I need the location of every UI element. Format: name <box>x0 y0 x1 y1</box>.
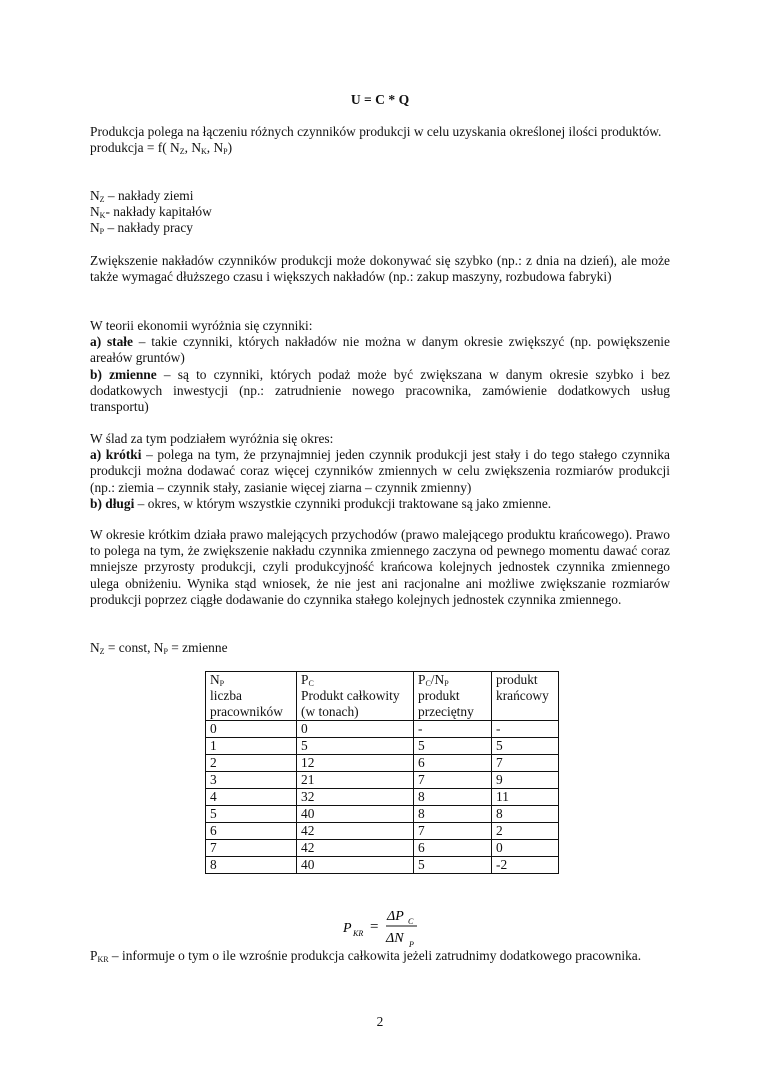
table-cell: 0 <box>206 721 297 738</box>
law-text: W okresie krótkim działa prawo malejących przychodów (prawo malejącego produktu krańcowego). Prawo to polega na tym, że zwiększenie nakładu czynnika zmiennego zaczyna od pewnego momentu dawać coraz mniejsze przyrosty produkcji, czyli produkcyjność krańcowa kolejnych jednostek czynnika zmiennego ulega obniżeniu. Wynika stąd wniosek, że nie jest ani racjonalne ani możliwe zwiększanie rozmiarów produkcji poprzez ciągłe dodawanie do czynnika stałego kolejnych jednostek czynnika zmiennego. <box>90 527 670 607</box>
formula-lhs-sub: KR <box>353 929 364 938</box>
header-average-product: $P_C/N_P$ produkt przeciętny <box>414 672 492 721</box>
formula-equals: = <box>370 919 379 935</box>
factor-fixed: a) stałe – takie czynniki, których nakładów nie można w danym okresie zwiększyć (np. powiększenie areałów gruntów) <box>90 334 670 366</box>
table-cell: -2 <box>492 857 559 874</box>
table-cell: 40 <box>297 857 414 874</box>
definitions-list <box>90 188 670 237</box>
table-row <box>206 806 559 823</box>
table-row <box>206 857 559 874</box>
table-cell: 5 <box>414 857 492 874</box>
production-formula: produkcja = f( $N_Z$, $N_K$, $N_P$) <box>90 140 233 157</box>
table-cell: 7 <box>414 772 492 789</box>
table-cell: 6 <box>414 755 492 772</box>
table-cell: 12 <box>297 755 414 772</box>
header-total-product: $P_C$ Produkt całkowity (w tonach) <box>297 672 414 721</box>
table-cell: 21 <box>297 772 414 789</box>
table-cell: - <box>492 721 559 738</box>
table-cell: 5 <box>414 738 492 755</box>
intro-text: Produkcja polega na łączeniu różnych czynników produkcji w celu uzyskania określonej ilości produktów. <box>90 124 662 139</box>
factors-section <box>90 318 670 415</box>
table-row <box>206 738 559 755</box>
periods-heading: W ślad za tym podziałem wyróżnia się okres: <box>90 431 334 446</box>
periods-section <box>90 431 670 512</box>
table-cell: 5 <box>492 738 559 755</box>
period-long: b) długi – okres, w którym wszystkie czynniki produkcji traktowane są jako zmienne. <box>90 495 552 511</box>
table-row <box>206 721 559 738</box>
table-cell: 8 <box>414 789 492 806</box>
period-short: a) krótki – polega na tym, że przynajmniej jeden czynnik produkcji jest stały i do tego stałego czynnika produkcji można dodawać coraz więcej czynników zmiennych w celu zwiększenia rozmiarów produkcji (np.: ziemia – czynnik stały, zasianie więcej ziarna – czynnik zmienny) <box>90 447 670 495</box>
definition-item: $N_P$ – nakłady pracy <box>90 220 193 237</box>
table-cell: 2 <box>206 755 297 772</box>
table-cell: 6 <box>414 840 492 857</box>
page-title: U = C * Q <box>350 92 410 107</box>
table-cell: 40 <box>297 806 414 823</box>
table-cell: 7 <box>206 840 297 857</box>
table-cell: 2 <box>492 823 559 840</box>
formula-denominator-sub: P <box>409 940 414 949</box>
table-cell: 1 <box>206 738 297 755</box>
marginal-product-formula <box>343 906 423 950</box>
factors-heading: W teorii ekonomii wyróżnia się czynniki: <box>90 318 313 333</box>
increase-text: Zwiększenie nakładów czynników produkcji może dokonywać się szybko (np.: z dnia na dzień), ale może także wymagać dłuższego czasu i większych nakładów (np.: zakup maszyny, rozbudowa fabryki) <box>90 253 670 285</box>
condition-line: $N_Z$ = const, $N_P$ = zmienne <box>90 640 228 656</box>
table-cell: 42 <box>297 840 414 857</box>
production-table <box>205 671 559 874</box>
table-row <box>206 823 559 840</box>
table-header-row <box>206 672 559 721</box>
table-cell: 42 <box>297 823 414 840</box>
table-cell: - <box>414 721 492 738</box>
table-row <box>206 789 559 806</box>
table-cell: 8 <box>206 857 297 874</box>
table-cell: 5 <box>206 806 297 823</box>
increase-paragraph <box>90 253 670 285</box>
header-marginal-product: produkt krańcowy <box>492 672 559 721</box>
intro-paragraph <box>90 124 670 156</box>
table-cell: 0 <box>492 840 559 857</box>
table-cell: 11 <box>492 789 559 806</box>
formula-numerator-sub: C <box>408 917 414 926</box>
page-number: 2 <box>376 1014 384 1029</box>
table-cell: 5 <box>297 738 414 755</box>
formula-lhs: P <box>343 921 352 936</box>
factor-variable: b) zmienne – są to czynniki, których podaż może być zwiększana w danym okresie szybko i bez dodatkowych inwestycji (np.: zatrudnienie nowego pracownika, zamówienie dodatkowych usług transportu) <box>90 366 670 415</box>
table-cell: 8 <box>414 806 492 823</box>
table-row <box>206 772 559 789</box>
table-row <box>206 755 559 772</box>
table-cell: 32 <box>297 789 414 806</box>
table-row <box>206 840 559 857</box>
formula-denominator: ΔN <box>386 931 404 946</box>
table-cell: 3 <box>206 772 297 789</box>
definition-item: $N_Z$ – nakłady ziemi <box>90 188 194 204</box>
table-cell: 9 <box>492 772 559 789</box>
explanation-line: $P_{KR}$ – informuje o tym o ile wzrośnie produkcja całkowita jeżeli zatrudnimy dodatkowego pracownika. <box>90 948 642 964</box>
table-cell: 6 <box>206 823 297 840</box>
law-paragraph <box>90 527 670 608</box>
table-cell: 7 <box>414 823 492 840</box>
table-cell: 4 <box>206 789 297 806</box>
formula-svg <box>343 906 433 952</box>
table-cell: 8 <box>492 806 559 823</box>
definition-item: $N_K-$ nakłady kapitałów <box>90 204 212 221</box>
table-cell: 0 <box>297 721 414 738</box>
table-cell: 7 <box>492 755 559 772</box>
header-workers: $N_P$ liczba pracowników <box>206 672 297 721</box>
formula-numerator: ΔP <box>387 909 404 924</box>
